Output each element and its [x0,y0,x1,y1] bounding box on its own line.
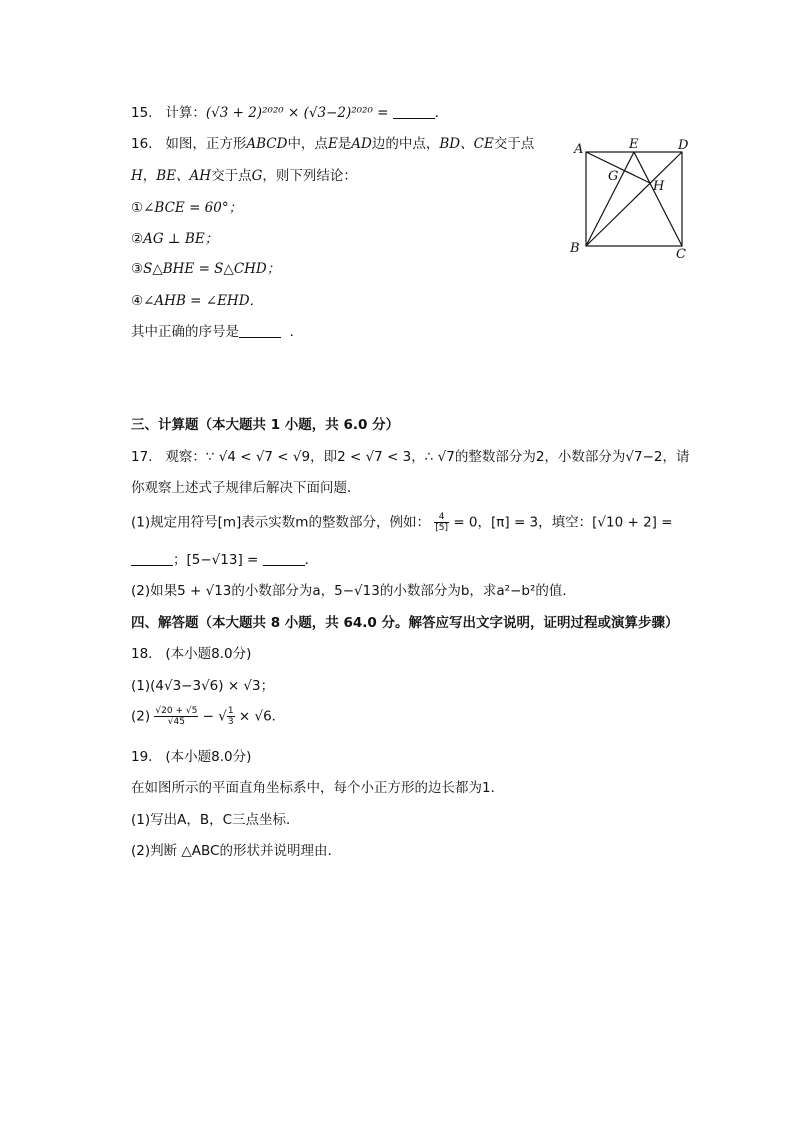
label-d: D [678,138,689,153]
answer-blank [131,553,173,566]
math: ABCD [246,136,288,152]
square-figure [568,136,698,266]
text: (1)规定用符号[m]表示实数m的整数部分，例如： [131,514,430,531]
math: ∠BCE = 60°； [143,200,243,216]
fraction-numerator: 4 [434,512,449,523]
answer-blank [393,106,435,119]
fraction [434,512,449,533]
choice-mark: ③ [131,261,144,277]
text: − [202,708,214,725]
text: ， [142,168,157,184]
label-h: H [653,179,665,194]
text: (2) [131,708,151,725]
math: E [327,136,338,152]
label-g: G [608,169,619,184]
label-b: B [570,241,580,256]
math: BE、AH [156,168,212,184]
question-16-ask [131,323,303,341]
conclusion-3 [131,260,280,278]
punctuation: ． [289,324,304,340]
section-3-heading: 三、计算题（本大题共 1 小题，共 6.0 分） [131,417,400,433]
diagonal-bd [586,152,682,246]
text: 交于点 [211,168,252,184]
punctuation: ． [434,105,449,121]
answer-blank [239,325,281,338]
question-16-line-2 [131,167,357,185]
text: 如图，正方形 [165,136,247,152]
question-number: 17. [131,449,153,465]
conclusion-2 [131,230,218,248]
points-note: (本小题8.0分) [165,646,252,662]
question-number: 16. [131,136,153,152]
question-19 [131,748,251,766]
math: S△BHE = S△CHD； [143,261,281,277]
question-17-line-1 [131,448,690,466]
fraction-numerator: 1 [227,706,234,716]
question-18-part-2: (2) $\frac{√20 + √5}{√45}$ − √ $\frac{1}{3}$ × √6． [131,706,286,727]
text: × √6． [238,708,286,725]
question-17-part-2: (2)如果5 + √13的小数部分为a，5−√13的小数部分为b，求a²−b²的值． [131,583,576,599]
label-e: E [629,137,639,152]
question-17-part-1 [131,512,673,533]
punctuation: ． [304,552,319,568]
question-15 [131,104,448,122]
text: 观察：∵ √4 < √7 < √9，即2 < √7 < 3，∴ √7的整数部分为2，小数部分为√7−2，请 [165,449,690,465]
segment-be [586,152,634,246]
question-18 [131,645,251,663]
label-a: A [574,142,584,157]
math: H [131,168,143,184]
question-19-part-2: (2)判断 △ABC的形状并说明理由． [131,843,341,859]
choice-mark: ① [131,200,144,216]
fraction-denominator: 3 [227,717,234,727]
math: AD [351,136,372,152]
choice-mark: ④ [131,293,144,309]
fraction-denominator: [5] [435,523,449,533]
choice-mark: ② [131,231,144,247]
segment-ce [634,152,682,246]
text: ；[5−√13] = [173,552,259,568]
answer-blank [263,553,305,566]
conclusion-1 [131,199,242,217]
text: 其中正确的序号是 [131,324,239,340]
text: 交于点 [493,136,535,152]
math-expression: (√3 + 2)²⁰²⁰ × (√3−2)²⁰²⁰ = [205,105,389,121]
math: G [251,168,263,184]
text: ，则下列结论： [262,168,357,184]
math: BD、CE [439,136,494,152]
fraction-denominator: √45 [167,717,185,727]
text: 中，点 [287,136,328,152]
question-number: 15. [131,105,153,121]
question-17-line-2: 你观察上述式子规律后解决下面问题． [131,480,361,496]
fraction [227,706,235,727]
fraction [154,706,198,727]
question-number: 19. [131,749,153,765]
conclusion-4 [131,292,263,310]
label-c: C [676,247,686,262]
text: 是 [337,136,352,152]
math: AG ⊥ BE； [143,231,219,247]
question-19-line-1: 在如图所示的平面直角坐标系中，每个小正方形的边长都为1． [131,780,505,796]
text: 边的中点， [371,136,440,152]
question-number: 18. [131,646,153,662]
question-label: 计算： [165,105,206,121]
text: = 0，[π] = 3，填空：[√10 + 2] = [453,514,673,531]
question-18-part-1: (1)(4√3−3√6) × √3； [131,678,275,694]
fraction-numerator: √20 + √5 [155,706,198,716]
question-17-part-1-blanks [131,551,318,569]
math: ∠AHB = ∠EHD． [143,293,264,309]
section-4-heading: 四、解答题（本大题共 8 小题，共 64.0 分。解答应写出文字说明，证明过程或演算步骤） [131,615,679,631]
points-note: (本小题8.0分) [165,749,252,765]
question-19-part-1: (1)写出A，B，C三点坐标． [131,812,300,828]
question-16-line-1 [131,135,534,153]
